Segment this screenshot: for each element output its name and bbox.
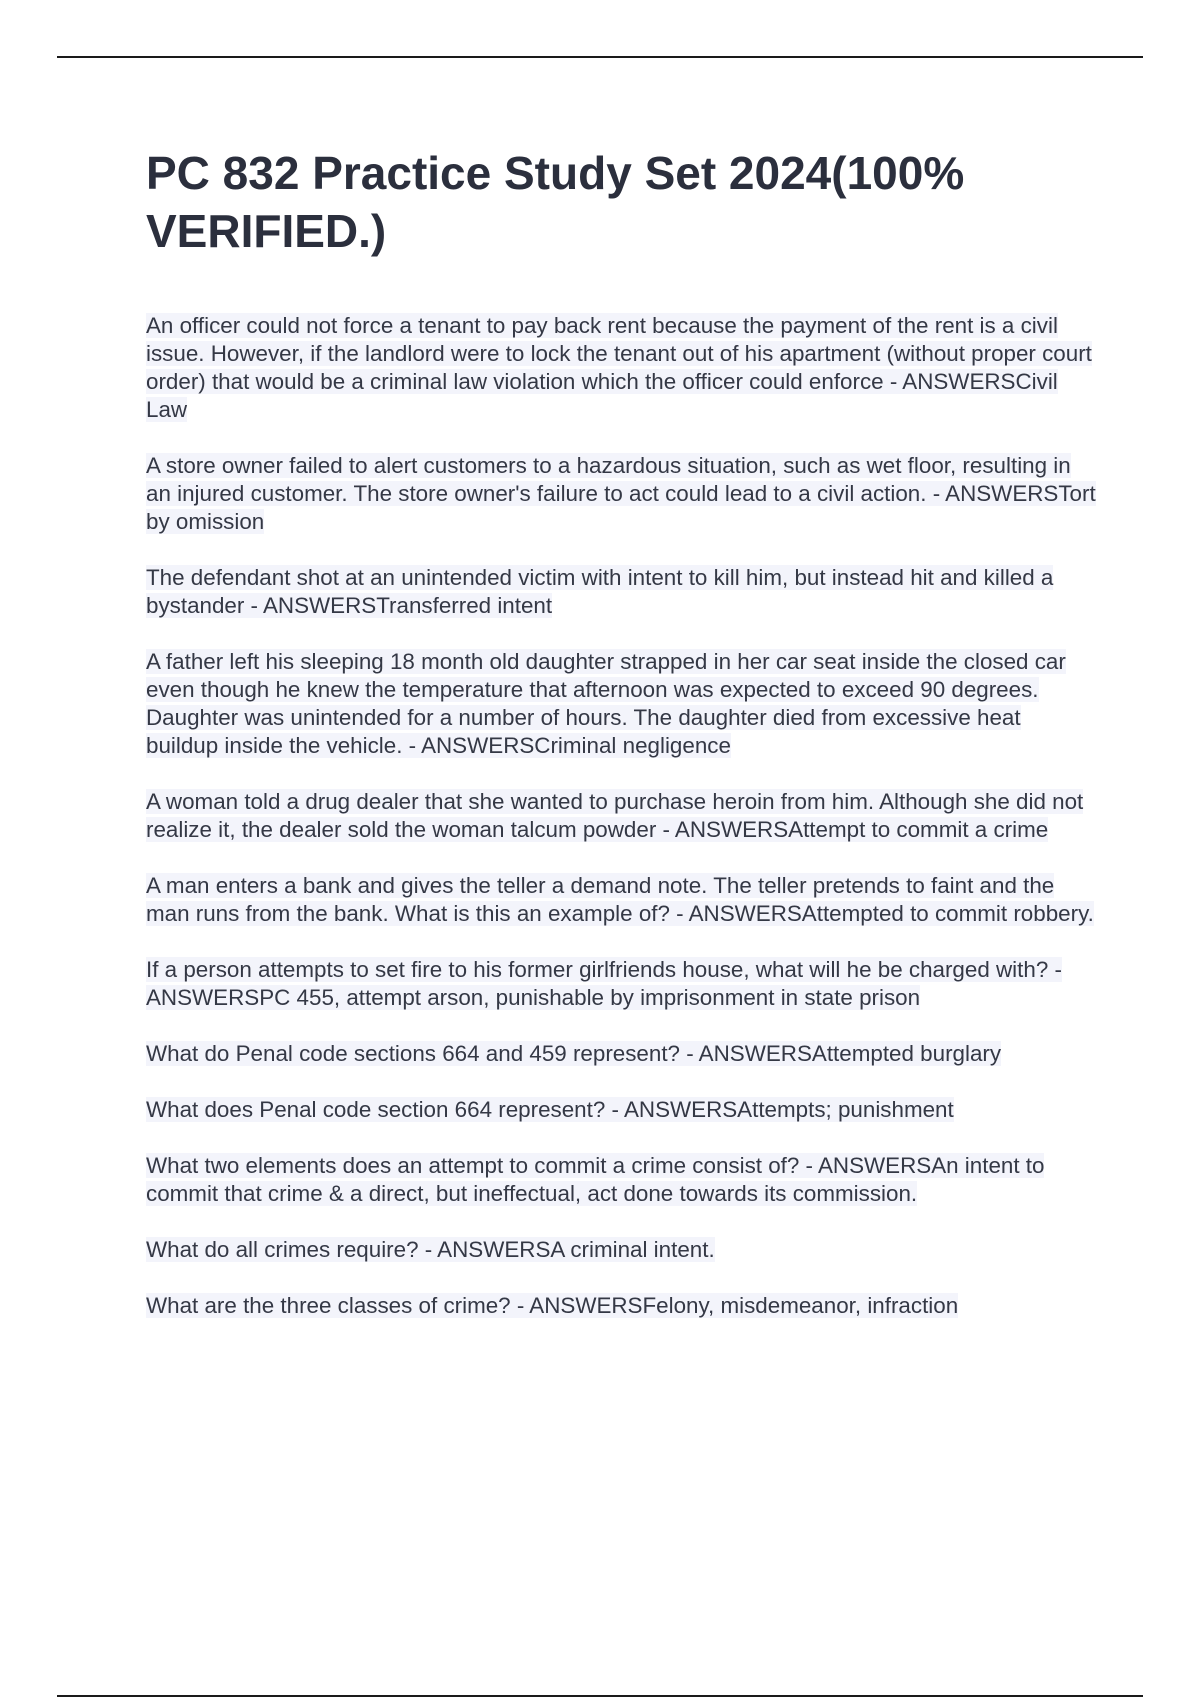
qa-item-11: [146, 1236, 1096, 1264]
qa-item-text: A woman told a drug dealer that she wanted to purchase heroin from him. Although she did not realize it, the dealer sold the woman talcum powder - ANSWERSAttempt to commit a crime: [146, 789, 1084, 842]
qa-list: [146, 312, 1096, 1348]
qa-item-2: [146, 452, 1096, 536]
qa-item-9: [146, 1096, 1096, 1124]
qa-item-12: [146, 1292, 1096, 1320]
qa-item-text: What do all crimes require? - ANSWERSA criminal intent.: [146, 1237, 715, 1262]
qa-item-text: If a person attempts to set fire to his former girlfriends house, what will he be charged with? - ANSWERSPC 455, attempt arson, punishable by imprisonment in state prison: [146, 957, 1062, 1010]
qa-item-text: An officer could not force a tenant to pay back rent because the payment of the rent is a civil issue. However, if the landlord were to lock the tenant out of his apartment (without proper court order) that would be a criminal law violation which the officer could enforce - ANSWERSCivil Law: [146, 313, 1092, 422]
qa-item-text: A store owner failed to alert customers to a hazardous situation, such as wet floor, resulting in an injured customer. The store owner's failure to act could lead to a civil action. - ANSWERSTort by omission: [146, 453, 1096, 534]
qa-item-7: [146, 956, 1096, 1012]
qa-item-4: [146, 648, 1096, 760]
qa-item-text: A man enters a bank and gives the teller a demand note. The teller pretends to faint and the man runs from the bank. What is this an example of? - ANSWERSAttempted to commit robbery.: [146, 873, 1094, 926]
qa-item-text: What are the three classes of crime? - ANSWERSFelony, misdemeanor, infraction: [146, 1293, 959, 1318]
qa-item-3: [146, 564, 1096, 620]
qa-item-8: [146, 1040, 1096, 1068]
qa-item-6: [146, 872, 1096, 928]
qa-item-text: A father left his sleeping 18 month old daughter strapped in her car seat inside the closed car even though he knew the temperature that afternoon was expected to exceed 90 degrees. Daughter was unintended for a number of hours. The daughter died from excessive heat buildup inside the vehicle. - ANSWERSCriminal negligence: [146, 649, 1066, 758]
qa-item-text: What two elements does an attempt to commit a crime consist of? - ANSWERSAn intent to commit that crime & a direct, but ineffectual, act done towards its commission.: [146, 1153, 1045, 1206]
qa-item-text: The defendant shot at an unintended victim with intent to kill him, but instead hit and killed a bystander - ANSWERSTransferred intent: [146, 565, 1054, 618]
document-title: PC 832 Practice Study Set 2024(100% VERIFIED.): [146, 147, 965, 257]
qa-item-text: What does Penal code section 664 represent? - ANSWERSAttempts; punishment: [146, 1097, 954, 1122]
qa-item-text: What do Penal code sections 664 and 459 represent? - ANSWERSAttempted burglary: [146, 1041, 1002, 1066]
bottom-rule: [57, 1695, 1143, 1697]
qa-item-10: [146, 1152, 1096, 1208]
qa-item-1: [146, 312, 1096, 424]
top-rule: [57, 56, 1143, 58]
qa-item-5: [146, 788, 1096, 844]
